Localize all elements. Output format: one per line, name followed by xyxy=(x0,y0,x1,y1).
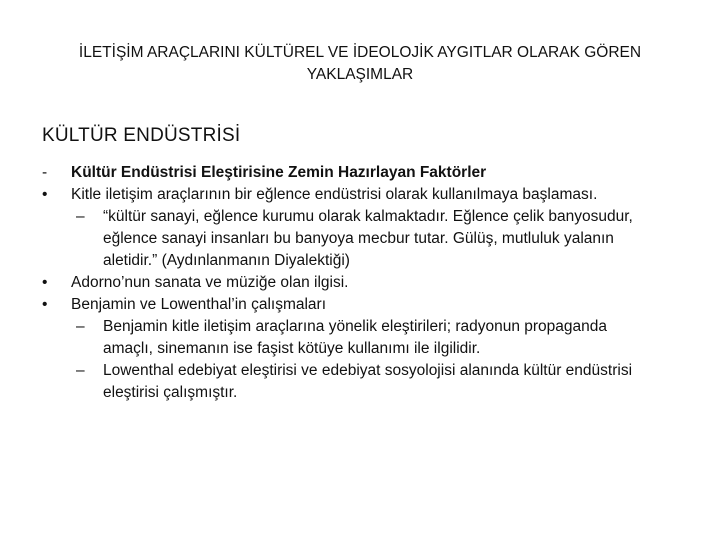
sub-list-item xyxy=(0,360,720,404)
sub-list-item xyxy=(0,206,720,272)
sub-list-item-text: Benjamin kitle iletişim araçlarına yönelik eleştirileri; radyonun propaganda amaçlı, sinemanın ise faşist kötüye kullanımı ile ilgilidir. xyxy=(103,318,608,357)
slide-title-line-1: İLETİŞİM ARAÇLARINI KÜLTÜREL VE İDEOLOJİK AYGITLAR OLARAK GÖREN xyxy=(78,44,642,61)
list-item-text: Kitle iletişim araçlarının bir eğlence endüstrisi olarak kullanılmaya başlaması. xyxy=(71,186,598,203)
list-item xyxy=(0,162,720,184)
sub-list-item xyxy=(0,316,720,360)
list-item xyxy=(0,294,720,316)
list-item-text: Kültür Endüstrisi Eleştirisine Zemin Hazırlayan Faktörler xyxy=(71,164,487,181)
bullet-marker: • xyxy=(42,186,48,203)
slide-title-line-2: YAKLAŞIMLAR xyxy=(306,66,414,83)
list-item xyxy=(0,272,720,294)
section-heading: KÜLTÜR ENDÜSTRİSİ xyxy=(42,125,241,146)
list-item-text: Benjamin ve Lowenthal’in çalışmaları xyxy=(71,296,327,313)
dash-marker: - xyxy=(42,164,48,181)
list-item-text: Adorno’nun sanata ve müziğe olan ilgisi. xyxy=(71,274,349,291)
list-item xyxy=(0,184,720,206)
sub-list-item-text: “kültür sanayi, eğlence kurumu olarak kalmaktadır. Eğlence çelik banyosudur, eğlence sanayi insanları bu banyoya mecbur tutar. Gülüş, mutluluk yalanın aletidir.” (Aydınlanmanın Diyalektiği) xyxy=(103,208,633,269)
sub-list-item-text: Lowenthal edebiyat eleştirisi ve edebiyat sosyolojisi alanında kültür endüstrisi eleştirisi çalışmıştır. xyxy=(103,362,633,401)
dash-marker: – xyxy=(76,318,85,335)
bullet-marker: • xyxy=(42,274,48,291)
bullet-list xyxy=(0,162,720,404)
bullet-marker: • xyxy=(42,296,48,313)
dash-marker: – xyxy=(76,208,85,225)
slide-title xyxy=(40,42,680,86)
dash-marker: – xyxy=(76,362,85,379)
